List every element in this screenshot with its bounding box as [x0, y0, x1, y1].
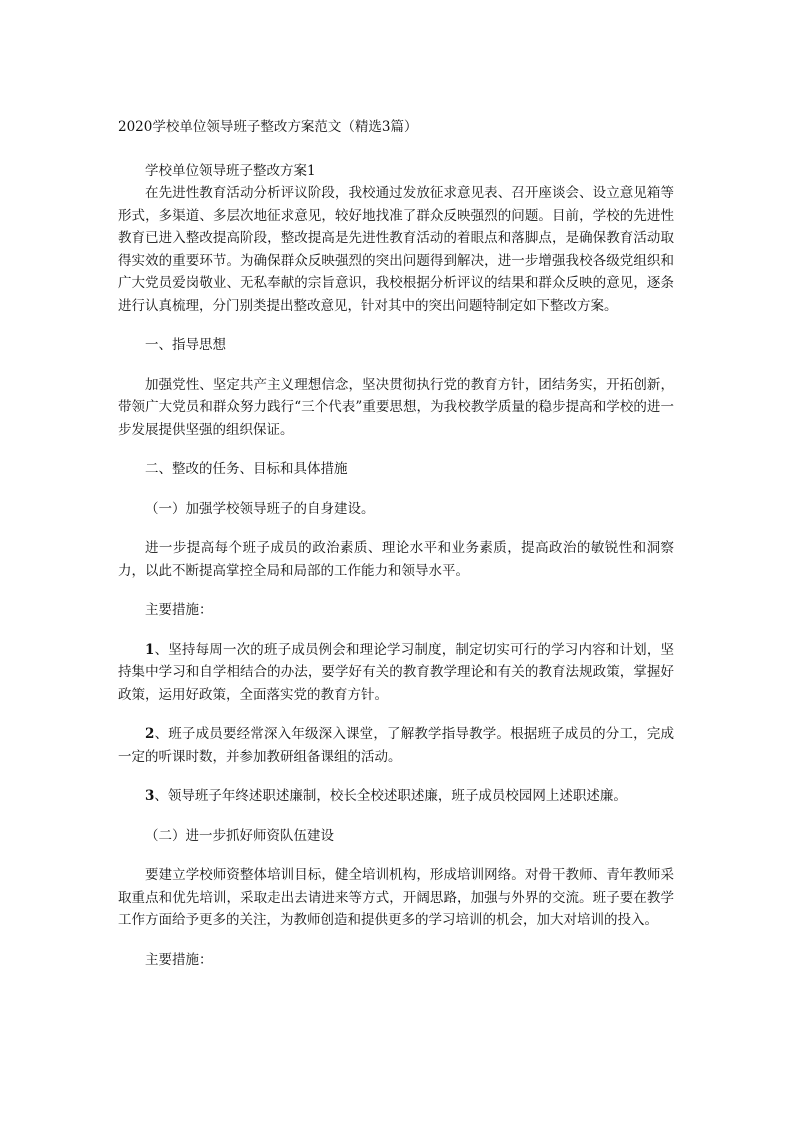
spacer [118, 582, 674, 599]
guiding-ideology-paragraph: 加强党性、坚定共产主义理想信念，坚决贯彻执行党的教育方针，团结务实，开拓创新，带领广大党员和群众努力践行“三个代表”重要思想，为我校教学质量的稳步提高和学校的进一步发展提供坚强的组织保证。 [118, 376, 674, 438]
intro-paragraph: 在先进性教育活动分析评议阶段，我校通过发放征求意见表、召开座谈会、设立意见箱等形式，多渠道、多层次地征求意见，较好地找准了群众反映强烈的问题。目前，学校的先进性教育已进入整改提高阶段，整改提高是先进性教育活动的着眼点和落脚点，是确保教育活动取得实效的重要环节。为确保群众反映强烈的突出问题得到解决，进一步增强我校各级党组织和广大党员爱岗敬业、无私奉献的宗旨意识，我校根据分析评议的结果和群众反映的意见，逐条进行认真梳理，分门别类提出整改意见，针对其中的突出问题特制定如下整改方案。 [118, 185, 674, 314]
spacer [118, 622, 674, 639]
spacer [118, 317, 674, 334]
spacer [118, 847, 674, 864]
measure-text: 、坚持每周一次的班子成员例会和理论学习制度，制定切实可行的学习内容和计划，坚持集中学习和自学相结合的办法，要学好有关的教育教学理论和有关的教育法规政策，掌握好政策，运用好政策，全面落实党的教育方针。 [118, 641, 674, 703]
spacer [118, 932, 674, 949]
subsection-heading-leadership: （一）加强学校领导班子的自身建设。 [145, 500, 375, 517]
spacer [118, 706, 674, 723]
measures-label: 主要措施： [145, 602, 213, 618]
measure-text: 、班子成员要经常深入年级深入课堂，了解教学指导教学。根据班子成员的分工，完成一定的听课时数，并参加教研组备课组的活动。 [118, 726, 674, 765]
document-title: 2020学校单位领导班子整改方案范文（精选3篇） [118, 119, 418, 135]
teachers-paragraph: 要建立学校师资整体培训目标，健全培训机构，形成培训网络。对骨干教师、青年教师采取重点和优先培训，采取走出去请进来等方式，开阔思路，加强与外界的交流。班子要在教学工作方面给予更多的关注，为教师创造和提供更多的学习培训的机会，加大对培训的投入。 [118, 867, 674, 928]
measure-item-3 [118, 785, 674, 808]
measure-number: 2 [145, 726, 155, 742]
spacer [118, 139, 674, 160]
spacer [118, 520, 674, 537]
plan-heading: 学校单位领导班子整改方案1 [145, 162, 316, 179]
spacer [118, 357, 674, 374]
spacer [118, 768, 674, 785]
measures-label-2: 主要措施： [145, 951, 213, 968]
measure-number: 3 [145, 788, 155, 804]
spacer [118, 808, 674, 825]
section-heading-tasks: 二、整改的任务、目标和具体措施 [145, 461, 348, 477]
subsection-heading-teachers: （二）进一步抓好师资队伍建设 [145, 827, 334, 844]
leadership-paragraph: 进一步提高每个班子成员的政治素质、理论水平和业务素质，提高政治的敏锐性和洞察力，以此不断提高掌控全局和局部的工作能力和领导水平。 [118, 540, 674, 579]
measure-number: 1 [145, 641, 155, 658]
spacer [118, 441, 674, 458]
measure-item-2 [118, 723, 674, 768]
measure-item-1 [118, 639, 674, 707]
document-page [118, 116, 674, 971]
measure-text: 、领导班子年终述职述廉制，校长全校述职述廉，班子成员校园网上述职述廉。 [154, 788, 627, 804]
spacer [118, 481, 674, 498]
section-heading-guiding-ideology: 一、指导思想 [145, 337, 226, 353]
